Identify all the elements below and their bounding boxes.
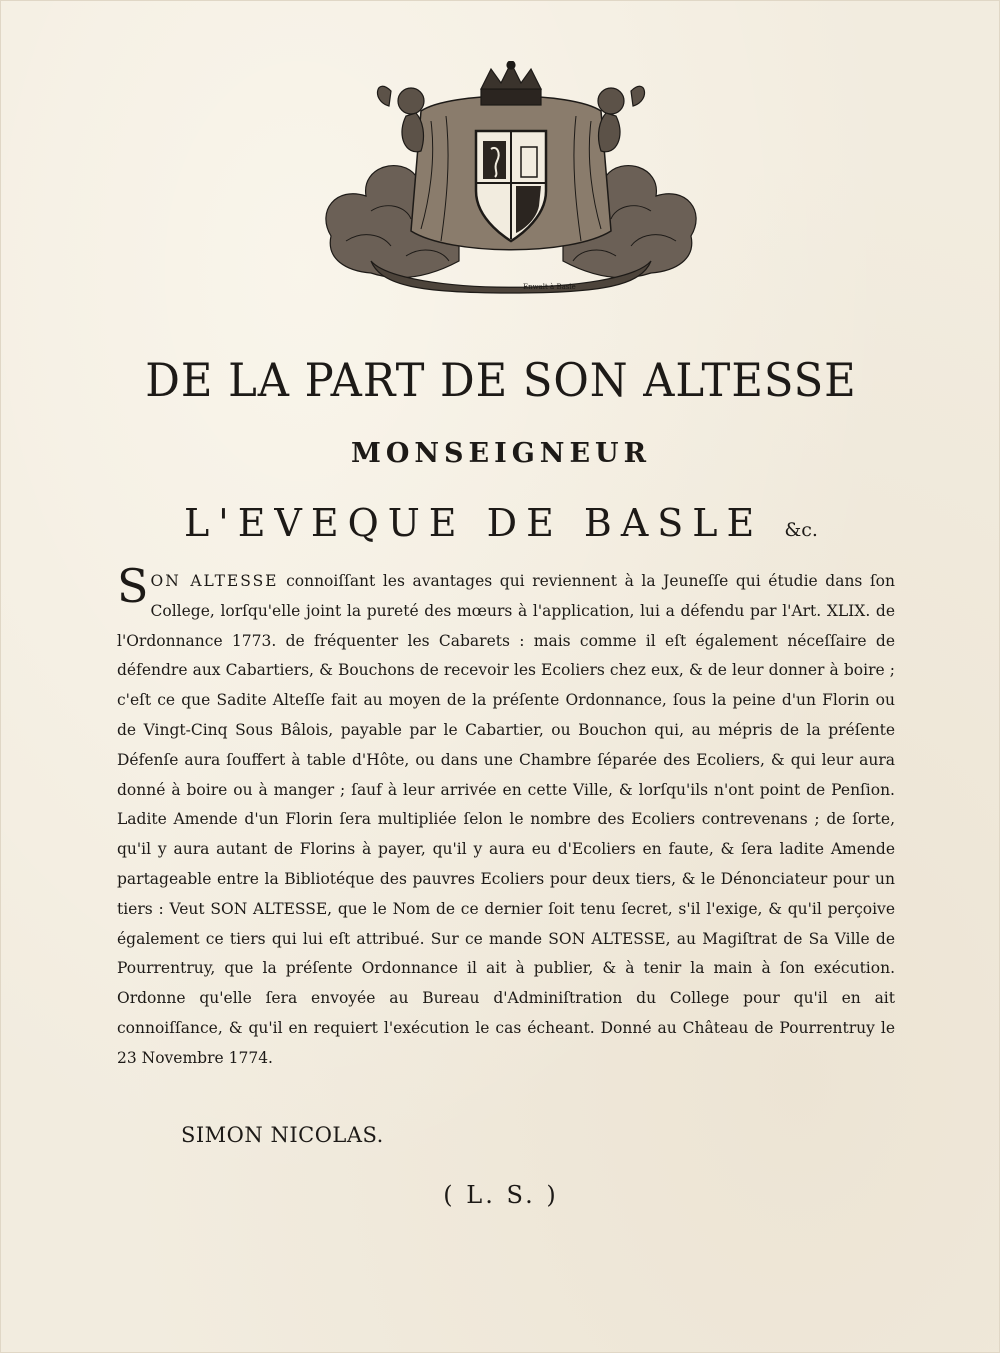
signature: SIMON NICOLAS. [181,1123,384,1147]
lead-small-caps: ON ALTESSE [150,572,279,590]
drop-cap: S [117,559,149,613]
ordinance-text: connoiſſant les avantages qui reviennent à la Jeuneſſe qui étudie dans ſon College, lorſqu'elle joint la pureté des mœurs à l'application, lui a défendu par l'Art. XLIX. de l'Ordonnance 1773. de fréquenter les Cabarets : mais comme il eſt également néceſſaire de défendre aux Cabartiers, & Bouchons de recevoir les Ecoliers chez eux, & de leur donner à boire ; c'eſt ce que Sadite Alteſſe fait au moyen de la préſente Ordonnance, ſous la peine d'un Florin ou de Vingt-Cinq Sous Bâlois, payable par le Cabartier, ou Bouchon qui, au mépris de la préſente Défenſe aura ſouffert à table d'Hôte, ou dans une Chambre ſéparée des Ecoliers, & qui leur aura donné à boire ou à manger ; ſauf à leur arrivée en cette Ville, & lorſqu'ils n'ont point de Penſion. Ladite Amende d'un Florin ſera multipliée ſelon le nombre des Ecoliers contrevenans ; de ſorte, qu'il y aura autant de Florins à payer, qu'il y aura eu d'Ecoliers en faute, & ſera ladite Amende partageable entre la Bibliotéque des pauvres Ecoliers pour deux tiers, & le Dénonciateur pour un tiers : Veut SON ALTESSE, que le Nom de ce dernier ſoit tenu ſecret, s'il l'exige, & qu'il perçoive également ce tiers qui lui eſt attribué. Sur ce mande SON ALTESSE, au Magiſtrat de Sa Ville de Pourrentruy, que la préſente Ordonnance il ait à publier, & à tenir la main à ſon exécution. Ordonne qu'elle ſera envoyée au Bureau d'Adminiſtration du College pour qu'il en ait connoiſſance, & qu'il en requiert l'exécution le cas écheant. Donné au Château de Pourrentruy le 23 Novembre 1774. [117,572,895,1067]
heading-line-1: DE LA PART DE SON ALTESSE [145,353,857,407]
heading-etc: &c. [784,519,818,541]
heading-line-3 [1,501,1000,545]
engraver-signature: Enwalt à Basle [523,283,576,291]
ordinance-body [117,559,895,1074]
coat-of-arms-icon [311,61,711,296]
heading-line-2: MONSEIGNEUR [350,438,652,469]
seal-mark: ( L. S. ) [443,1181,559,1209]
heading-line-3-text: L'EVEQUE DE BASLE [184,501,764,545]
